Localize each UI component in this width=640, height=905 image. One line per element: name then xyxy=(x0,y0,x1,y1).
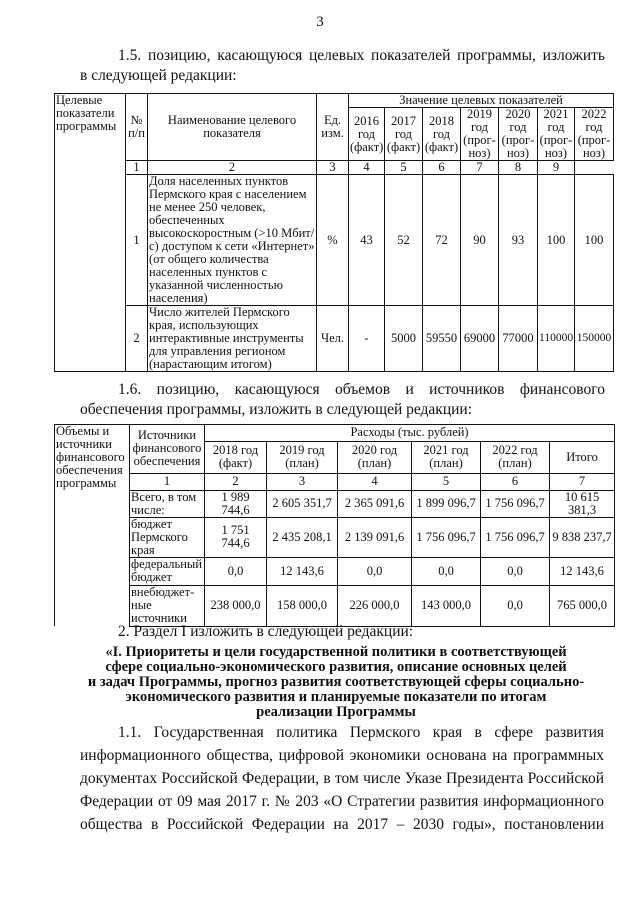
table2-row4-v2019: 158 000,0 xyxy=(267,585,338,626)
table2-header-total: Итого xyxy=(550,441,615,473)
table-row xyxy=(55,175,614,306)
table1-year-2019: 2019 год (прог-ноз) xyxy=(461,108,499,161)
table-row xyxy=(55,306,614,372)
table1-row2-v2016: - xyxy=(349,306,385,372)
table2-row1-v2018: 1 989 744,6 xyxy=(205,490,267,517)
table-row xyxy=(55,557,615,585)
table1-year-2020: 2020 год (прог-ноз) xyxy=(499,108,538,161)
table2-row3-source: федеральный бюджет xyxy=(130,557,205,585)
table2-header-expenses: Расходы (тыс. рублей) xyxy=(205,425,615,442)
table2-year-2018: 2018 год (факт) xyxy=(205,441,267,473)
table1-index-6: 6 xyxy=(423,161,461,175)
table2-row1-total: 10 615 381,3 xyxy=(550,490,615,517)
page-number: 3 xyxy=(316,14,324,30)
table2-index-7: 7 xyxy=(550,473,615,490)
table2-row1-v2021: 1 899 096,7 xyxy=(412,490,481,517)
table2-program-cell: Объемы и источники финансового обеспечения программы xyxy=(55,425,130,491)
table2-year-2019: 2019 год (план) xyxy=(267,441,338,473)
table1-index-5: 5 xyxy=(385,161,423,175)
table2-row2-v2020: 2 139 091,6 xyxy=(338,517,412,557)
table2-row2-v2021: 1 756 096,7 xyxy=(412,517,481,557)
table2-row4-v2021: 143 000,0 xyxy=(412,585,481,626)
table1-row1-v2022: 100 xyxy=(575,175,614,306)
table1-index-4: 4 xyxy=(349,161,385,175)
table-row xyxy=(55,585,615,626)
table1-row2-name: Число жителей Пермского края, использующих интерактивные инструменты для управления регионом (нарастающим итогом) xyxy=(148,306,317,372)
table2-row2-v2018: 1 751 744,6 xyxy=(205,517,267,557)
table1-index-8: 8 xyxy=(499,161,538,175)
table2-row3-total: 12 143,6 xyxy=(550,557,615,585)
body-line-1: 1.1. Государственная политика Пермского края в сфере развития xyxy=(118,724,604,741)
table1-program-cell: Целевые показатели программы xyxy=(55,94,126,372)
table2-row3-v2020: 0,0 xyxy=(338,557,412,585)
table1-header-name: Наименование целевого показателя xyxy=(148,94,317,161)
table1-row2-v2018: 59550 xyxy=(423,306,461,372)
table1-row2-unit: Чел. xyxy=(317,306,349,372)
table1-row2-v2021: 110000 xyxy=(538,306,575,372)
table2-index-6: 6 xyxy=(481,473,550,490)
target-indicators-table xyxy=(54,93,614,372)
section-1-5-line1: 1.5. позицию, касающуюся целевых показателей программы, изложить xyxy=(118,47,605,64)
table2-index-3: 3 xyxy=(267,473,338,490)
table2-row4-total: 765 000,0 xyxy=(550,585,615,626)
table2-row4-source: внебюджет-ные источники xyxy=(130,585,205,626)
table1-index-9: 9 xyxy=(538,161,575,175)
table2-index-5: 5 xyxy=(412,473,481,490)
table1-index-7: 7 xyxy=(461,161,499,175)
table2-row1-v2020: 2 365 091,6 xyxy=(338,490,412,517)
table2-row2-v2019: 2 435 208,1 xyxy=(267,517,338,557)
table2-row4-v2018: 238 000,0 xyxy=(205,585,267,626)
heading-line-2: сфере социально-экономического развития, описание основных целей xyxy=(105,659,567,675)
table1-row1-v2016: 43 xyxy=(349,175,385,306)
table2-header-sources: Источники финансового обеспечения xyxy=(130,425,205,474)
table1-index-2: 2 xyxy=(148,161,317,175)
table2-row3-v2022: 0,0 xyxy=(481,557,550,585)
table1-index-3: 3 xyxy=(317,161,349,175)
table2-program-spacer xyxy=(55,490,130,626)
table1-index-1: 1 xyxy=(126,161,148,175)
table2-row3-v2018: 0,0 xyxy=(205,557,267,585)
financing-table xyxy=(54,424,615,627)
table-row xyxy=(55,517,615,557)
table1-row1-unit: % xyxy=(317,175,349,306)
table1-year-2016: 2016 год (факт) xyxy=(349,108,385,161)
body-line-3: документах Российской Федерации, в том числе Указе Президента Российской xyxy=(80,770,604,787)
table2-row1-v2022: 1 756 096,7 xyxy=(481,490,550,517)
table1-row1-v2021: 100 xyxy=(538,175,575,306)
table1-row2-v2020: 77000 xyxy=(499,306,538,372)
table2-row1-v2019: 2 605 351,7 xyxy=(267,490,338,517)
table2-index-4: 4 xyxy=(338,473,412,490)
table2-year-2022: 2022 год (план) xyxy=(481,441,550,473)
table2-index-1: 1 xyxy=(130,473,205,490)
body-line-4: Федерации от 09 мая 2017 г. № 203 «О Стратегии развития информационного xyxy=(80,793,604,810)
table1-year-2018: 2018 год (факт) xyxy=(423,108,461,161)
table1-row2-v2019: 69000 xyxy=(461,306,499,372)
section-2: 2. Раздел I изложить в следующей редакции: xyxy=(118,623,414,640)
table1-year-2022: 2022 год (прог-ноз) xyxy=(575,108,614,161)
table2-year-2020: 2020 год (план) xyxy=(338,441,412,473)
table2-row2-source: бюджет Пермского края xyxy=(130,517,205,557)
section-1-6-line2: обеспечения программы, изложить в следующей редакции: xyxy=(80,401,473,418)
table1-row1-v2017: 52 xyxy=(385,175,423,306)
table2-row4-v2020: 226 000,0 xyxy=(338,585,412,626)
table2-index-2: 2 xyxy=(205,473,267,490)
table1-row1-v2020: 93 xyxy=(499,175,538,306)
table2-row1-source: Всего, в том числе: xyxy=(130,490,205,517)
section-heading xyxy=(56,645,616,720)
heading-line-5: реализации Программы xyxy=(256,704,416,720)
table1-row2-v2017: 5000 xyxy=(385,306,423,372)
table1-header-values: Значение целевых показателей xyxy=(349,94,614,108)
table1-row2-v2022: 150000 xyxy=(575,306,614,372)
body-line-2: информационного общества, цифровой экономики основана на программных xyxy=(80,747,604,764)
table1-row1-no: 1 xyxy=(126,175,148,306)
section-1-6-line1: 1.6. позицию, касающуюся объемов и источников финансового xyxy=(118,381,605,398)
heading-line-1: «I. Приоритеты и цели государственной политики в соответствующей xyxy=(105,644,567,660)
table1-year-2021: 2021 год (прог-ноз) xyxy=(538,108,575,161)
table-row xyxy=(55,490,615,517)
table2-row3-v2019: 12 143,6 xyxy=(267,557,338,585)
table2-row3-v2021: 0,0 xyxy=(412,557,481,585)
table1-year-2017: 2017 год (факт) xyxy=(385,108,423,161)
table1-row2-no: 2 xyxy=(126,306,148,372)
heading-line-3: и задач Программы, прогноз развития соответствующей сферы социально- xyxy=(87,674,585,690)
table2-row4-v2022: 0,0 xyxy=(481,585,550,626)
table1-header-no: № п/п xyxy=(126,94,148,161)
table1-row1-name: Доля населенных пунктов Пермского края с населением не менее 250 человек, обеспеченных высокоскоростным (>10 Мбит/с) доступом к сети «Интернет» (от общего количества населенных пунктов с указанной численностью населения) xyxy=(149,174,315,305)
table1-row1-v2019: 90 xyxy=(461,175,499,306)
table2-year-2021: 2021 год (план) xyxy=(412,441,481,473)
table2-row2-v2022: 1 756 096,7 xyxy=(481,517,550,557)
table1-header-unit: Ед. изм. xyxy=(317,94,349,161)
body-line-5: общества в Российской Федерации на 2017 – 2030 годы», постановлении xyxy=(80,816,604,833)
heading-line-4: экономического развития и планируемые показатели по итогам xyxy=(125,689,547,705)
section-1-5-line2: в следующей редакции: xyxy=(80,67,237,84)
table1-row1-v2018: 72 xyxy=(423,175,461,306)
table2-row2-total: 9 838 237,7 xyxy=(550,517,615,557)
